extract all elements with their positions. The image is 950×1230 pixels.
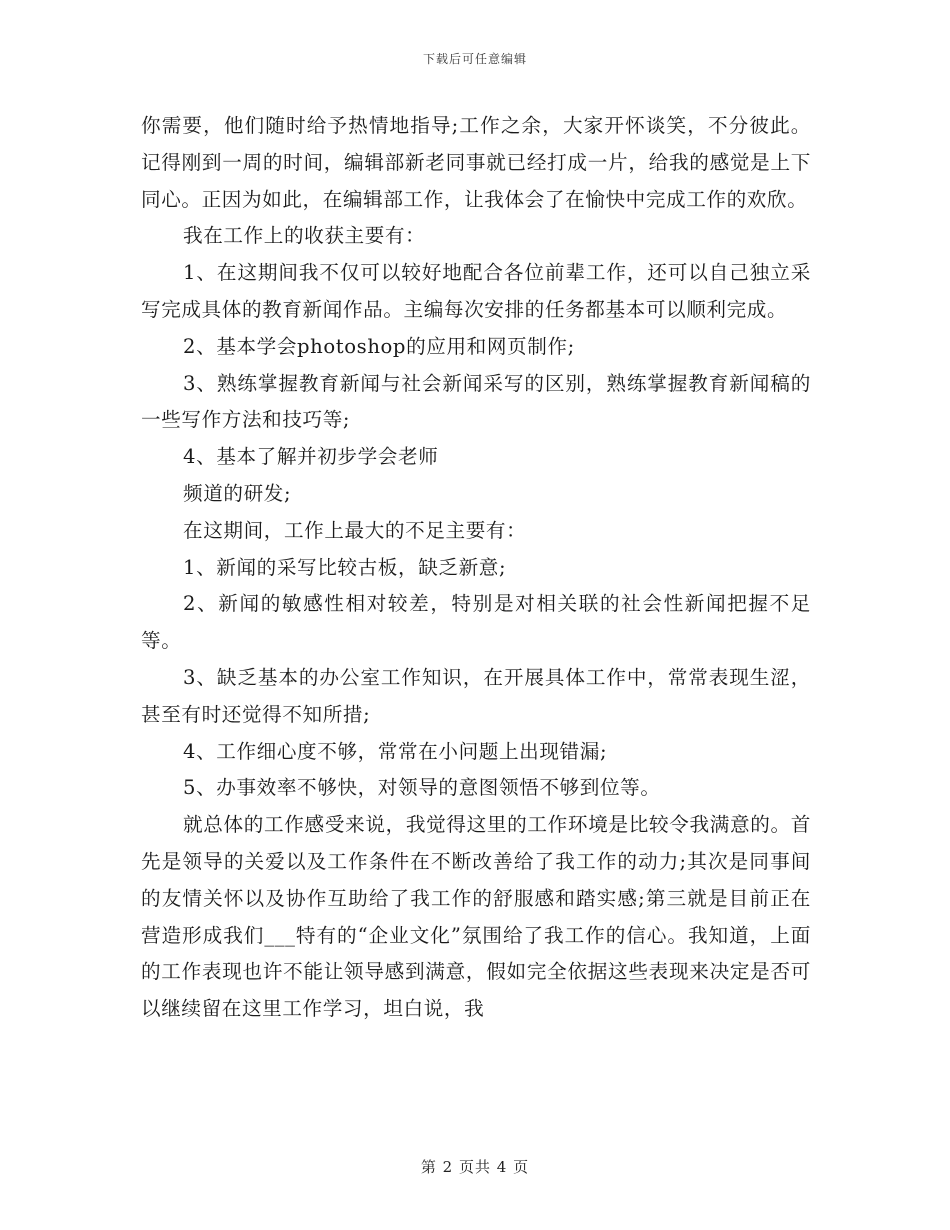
paragraph-11: 3、缺乏基本的办公室工作知识，在开展具体工作中，常常表现生涩，甚至有时还觉得不知所措; bbox=[141, 665, 811, 726]
paragraph-12: 4、工作细心度不够，常常在小问题上出现错漏; bbox=[183, 739, 608, 763]
document-body bbox=[141, 108, 811, 1028]
page-number-footer: 第 2 页共 4 页 bbox=[420, 1158, 530, 1176]
paragraph-6: 4、基本了解并初步学会老师 bbox=[183, 445, 439, 469]
paragraph-3: 1、在这期间我不仅可以较好地配合各位前辈工作，还可以自己独立采写完成具体的教育新闻作品。主编每次安排的任务都基本可以顺利完成。 bbox=[141, 261, 811, 321]
paragraph-4: 2、基本学会photoshop的应用和网页制作; bbox=[183, 334, 575, 358]
paragraph-2: 我在工作上的收获主要有： bbox=[183, 224, 426, 248]
paragraph-10: 2、新闻的敏感性相对较差，特别是对相关联的社会性新闻把握不足等。 bbox=[141, 592, 811, 653]
paragraph-14: 就总体的工作感受来说，我觉得这里的工作环境是比较令我满意的。首先是领导的关爱以及工作条件在不断改善给了我工作的动力;其次是同事间的友情关怀以及协作互助给了我工作的舒服感和踏实感;第三就是目前正在营造形成我们___特有的“企业文化”氛围给了我工作的信心。我知道，上面的工作表现也许不能让领导感到满意，假如完全依据这些表现来决定是否可以继续留在这里工作学习，坦白说，我 bbox=[141, 813, 811, 1021]
paragraph-5: 3、熟练掌握教育新闻与社会新闻采写的区别，熟练掌握教育新闻稿的一些写作方法和技巧等; bbox=[141, 371, 811, 432]
paragraph-1: 你需要，他们随时给予热情地指导;工作之余，大家开怀谈笑，不分彼此。记得刚到一周的时间，编辑部新老同事就已经打成一片，给我的感觉是上下同心。正因为如此，在编辑部工作，让我体会了在愉快中完成工作的欢欣。 bbox=[141, 114, 811, 211]
paragraph-8: 在这期间，工作上最大的不足主要有： bbox=[183, 518, 527, 542]
paragraph-7: 频道的研发; bbox=[183, 481, 292, 505]
paragraph-13: 5、办事效率不够快，对领导的意图领悟不够到位等。 bbox=[183, 776, 661, 800]
paragraph-9: 1、新闻的采写比较古板，缺乏新意; bbox=[183, 555, 507, 579]
page-header: 下载后可任意编辑 bbox=[422, 52, 527, 66]
